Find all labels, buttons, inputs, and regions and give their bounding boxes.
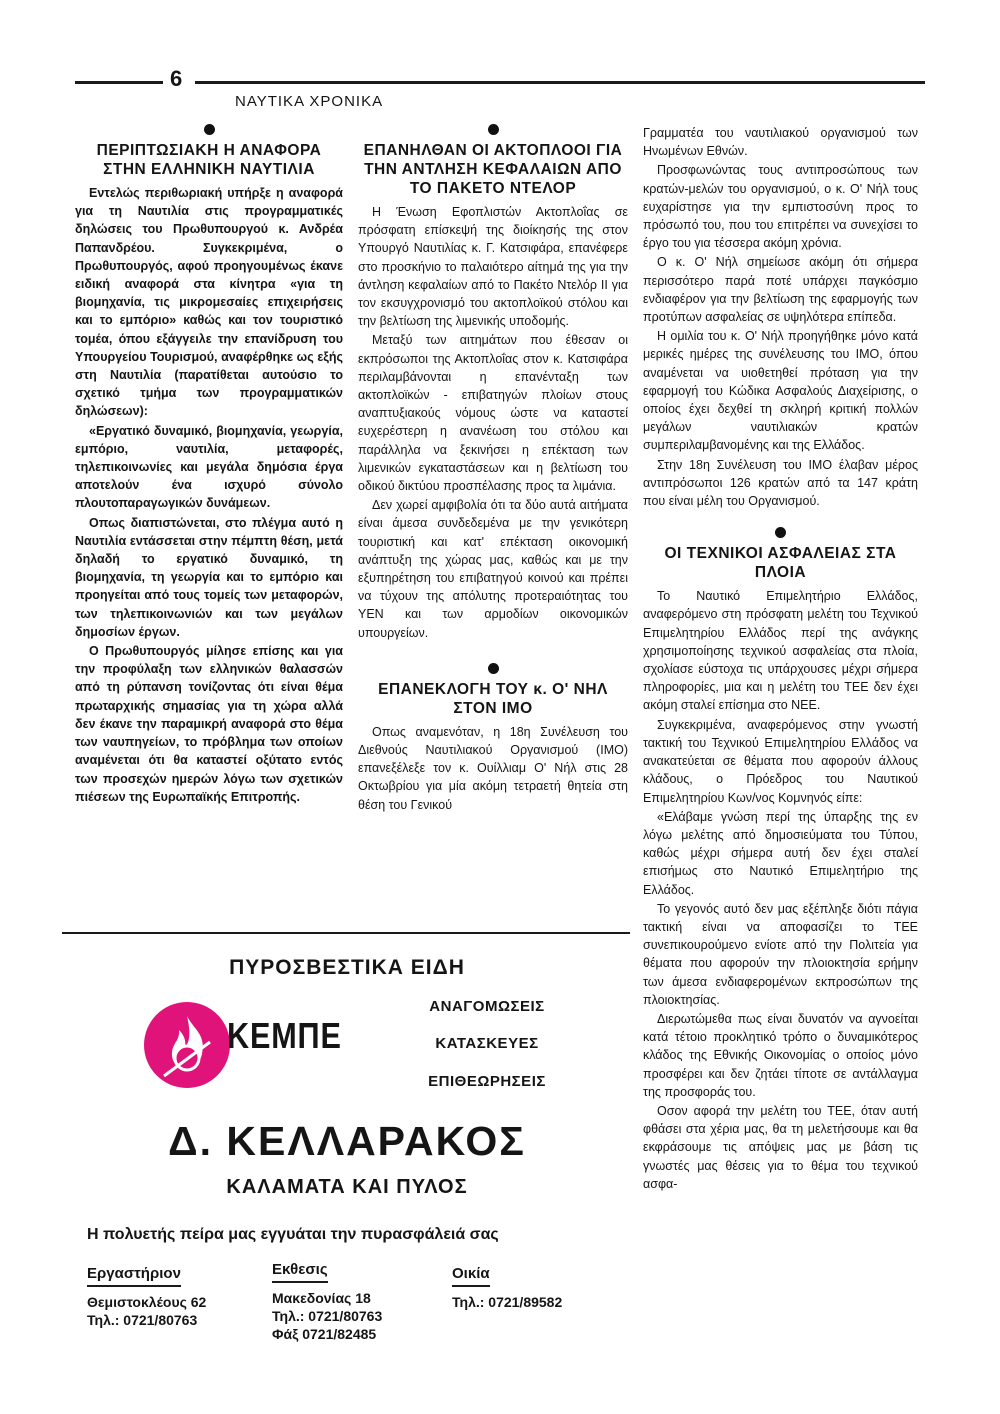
paragraph: Διερωτώμεθα πως είναι δυνατόν να αγνοείται κατά τέτοιο προκλητικό τρόπο ο δυναμικότερος κλάδος της Εθνικής Οικονομίας ο οποίος μόνο προσφέρει και δεν ζητάει τίποτε σε αντάλλαγμα της προσφοράς του. (643, 1011, 918, 1099)
service-inspection: ΕΠΙΘΕΩΡΗΣΕΙΣ (428, 1073, 546, 1090)
advertisement (62, 932, 632, 1356)
address-home (452, 1264, 562, 1311)
paragraph: Το γεγονός αυτό δεν μας εξέπληξε διότι πάγια τακτική είναι να αποφασίζει το ΤΕΕ συνεπικουρούμενο ενίοτε από την Πολιτεία για θέματα που αφορούν την πλοιοκτησία ερήμην των άμεσα ενδιαφερομένων εκπροσώπων της πλοιοκτησίας. (643, 901, 918, 1007)
bullet-dot (204, 124, 215, 135)
phone-line: Τηλ.: 0721/89582 (452, 1294, 563, 1310)
address-label: Οικία (452, 1265, 490, 1287)
paragraph: Ο Πρωθυπουργός μίλησε επίσης και για την προφύλαξη των ελληνικών θαλασσών από τη ρύπανση τονίζοντας ότι είναι θέμα πρωταρχικής σημασίας για τη χώρα αλλά δεν έκανε την παραμικρή αναφορά στο θέμα των ναυπηγείων, το πρόβλημα των οποίων αναμένεται ότι θα καταστεί οξύτατο εντός των προσεχών ημερών λόγω των σχετικών πιέσεων της Ευρωπαϊκής Επιτροπής. (75, 644, 343, 804)
address-showroom (272, 1260, 382, 1343)
paragraph: Δεν χωρεί αμφιβολία ότι τα δύο αυτά αιτήματα είναι άμεσα συνδεδεμένα με την γενικότερη τουριστική και κατ' επέκταση οικονομική ανάπτυξη της χώρας μας, καθώς και με την εξυπηρέτηση του επιβατηγού κοινού και πρέπει να τύχουν της απόλυτης προτεραιότητας του ΥΕΝ και των αρμοδίων οικονομικών υπουργείων. (358, 498, 628, 640)
article-1-body (75, 184, 343, 806)
service-construction: ΚΑΤΑΣΚΕΥΕΣ (435, 1035, 539, 1052)
paragraph: Ο κ. Ο' Νήλ σημείωσε ακόμη ότι σήμερα περισσότερο παρά ποτέ υπάρχει παγκόσμιο ενδιαφέρον για την βελτίωση της εφαρμογής των προτύπων ασφαλείας σε υψηλότερα επίπεδα. (643, 255, 918, 325)
address-line: Μακεδονίας 18 (272, 1290, 371, 1306)
column-2 (358, 124, 628, 815)
paragraph: Οπως διαπιστώνεται, στο πλέγμα αυτό η Ναυτιλία εντάσσεται στην πέμπτη θέση, μετά δηλαδή το εργατικό δυναμικό, τη βιομηχανία, τη γεωργία και το εμπόριο και προηγείται από τους τομείς των μεταφορών, των τηλεπικοινωνιών και των μεγάλων δημοσίων έργων. (75, 515, 343, 639)
address-label: Εργαστήριον (87, 1265, 181, 1287)
ad-top-rule (62, 932, 630, 934)
page-number: 6 (170, 66, 183, 91)
article-3-title: ΕΠΑΝΕΚΛΟΓΗ ΤΟΥ κ. Ο' ΝΗΛ ΣΤΟΝ ΙΜΟ (378, 680, 608, 717)
paragraph: Μεταξύ των αιτημάτων που έθεσαν οι εκπρόσωποι της Ακτοπλοΐας στον κ. Κατσιφάρα περιλαμβάνονται η επανένταξη των ακτοπλοϊκών - επιβατηγών πλοίων στους αναπτυξιακούς νόμους ώστε να καταστεί ευχερέστερη η ανανέωση του στόλου και παράλληλα να ξεκινήσει η επέκταση των λιμενικών εγκαταστάσεων και η βελτίωση του οδικού δικτύου προσπέλασης προς τα λιμάνια. (358, 333, 628, 494)
column-1 (75, 124, 343, 807)
address-line: Θεμιστοκλέους 62 (87, 1294, 207, 1310)
phone-line: Τηλ.: 0721/80763 (272, 1308, 383, 1324)
publication-title: ΝΑΥΤΙΚΑ ΧΡΟΝΙΚΑ (235, 93, 384, 110)
bullet-dot (775, 527, 786, 538)
bullet-dot (488, 663, 499, 674)
fire-logo-icon (144, 1002, 230, 1088)
service-refill: ΑΝΑΓΟΜΩΣΕΙΣ (429, 998, 545, 1015)
paragraph: «Εργατικό δυναμικό, βιομηχανία, γεωργία, εμπόριο, ναυτιλία, μεταφορές, τηλεπικοινωνίες και μεγάλα δημόσια έργα αποτελούν ένα ισχυρό σύνολο πλουτοπαραγωγικών δυνάμεων. (75, 423, 343, 511)
ad-business-name: Δ. ΚΕΛΛΑΡΑΚΟΣ (168, 1118, 526, 1164)
article-1-title: ΠΕΡΙΠΤΩΣΙΑΚΗ Η ΑΝΑΦΟΡΑ ΣΤΗΝ ΕΛΛΗΝΙΚΗ ΝΑΥΤΙΛΙΑ (96, 142, 322, 178)
paragraph: Προσφωνώντας τους αντιπροσώπους των κρατών-μελών του οργανισμού, ο κ. Ο' Νήλ τους ευχαρίστησε για την εμπιστοσύνη προς το πρόσωπό του, που του επιτρέπει να συνεχίσει το έργο του για τέσσερα ακόμη χρόνια. (643, 163, 918, 251)
ad-title: ΠΥΡΟΣΒΕΣΤΙΚΑ ΕΙΔΗ (229, 956, 465, 979)
article-2-title: ΕΠΑΝΗΛΘΑΝ ΟΙ ΑΚΤΟΠΛΟΟΙ ΓΙΑ ΤΗΝ ΑΝΤΛΗΣΗ ΚΕΦΑΛΑΙΩΝ ΑΠΟ ΤΟ ΠΑΚΕΤΟ ΝΤΕΛΟΡ (363, 142, 623, 197)
fax-line: Φάξ 0721/82485 (272, 1326, 377, 1342)
paragraph: Οσον αφορά την μελέτη του ΤΕΕ, όταν αυτή φθάσει στα χέρια μας, θα τη μελετήσουμε και θα εκφράσουμε τις απόψεις μας με βάση τις γνωστές μας θέσεις για το θέμα του τεχνικού ασφα- (643, 1103, 918, 1191)
address-label: Εκθεσις (272, 1261, 328, 1283)
column-3 (643, 124, 918, 1194)
paragraph: Η ομιλία του κ. Ο' Νήλ προηγήθηκε μόνο κατά μερικές ημέρες της συνέλευσης του ΙΜΟ, όπου αναμένεται να υιοθετηθεί πρόταση για την εφαρμογή του Κώδικα Ασφαλούς Διαχείρισης, ο οποίος έχει δεχθεί τη σκληρή κριτική πολλών μεγάλων ναυτιλιακών κρατών συμπεριλαμβανομένης και της Ελλάδος. (643, 329, 918, 453)
paragraph: Το Ναυτικό Επιμελητήριο Ελλάδος, αναφερόμενο στη πρόσφατη μελέτη του Τεχνικού Επιμελητηρίου Ελλάδος περί της ανάγκης χρησιμοποίησης τεχνικού ασφαλείας στα πλοία, σχολίασε εύστοχα τις υπάρχουσες μέχρι σήμερα πληροφορίες, μια και η μελέτη του ΤΕΕ δεν έχει ακόμη σταλεί επίσημα στο ΝΕΕ. (643, 589, 918, 713)
address-workshop (87, 1264, 206, 1329)
ad-cities: ΚΑΛΑΜΑΤΑ ΚΑΙ ΠΥΛΟΣ (226, 1176, 468, 1198)
logo-wordmark: ΚΕΜΠΕ (227, 1015, 342, 1056)
header-rule-right (195, 81, 925, 84)
paragraph: «Ελάβαμε γνώση περί της ύπαρξης της εν λόγω μελέτης από δημοσιεύματα του Τύπου, καθώς μέχρι σήμερα αυτή δεν έχει σταλεί επισήμως στο Ναυτικό Επιμελητήριο της Ελλάδος. (643, 809, 918, 897)
paragraph: Οπως αναμενόταν, η 18η Συνέλευση του Διεθνούς Ναυτιλιακού Οργανισμού (ΙΜΟ) επανεξέλεξε τον κ. Ουίλλιαμ Ο' Νήλ στις 28 Οκτωβρίου για μία ακόμη τετραετή θητεία στη θέση του Γενικού (358, 724, 628, 812)
ad-slogan: Η πολυετής πείρα μας εγγυάται την πυρασφάλειά σας (87, 1226, 499, 1243)
paragraph: Στην 18η Συνέλευση του ΙΜΟ έλαβαν μέρος αντιπρόσωποι 126 κρατών από τα 147 κράτη που είναι μέλη του Οργανισμού. (643, 457, 918, 509)
paragraph: Συγκεκριμένα, αναφερόμενος στην γνωστή τακτική του Τεχνικού Επιμελητηρίου Ελλάδος να ανακατεύεται σε θέματα που αφορούν άλλους κλάδους, ο Πρόεδρος του Ναυτικού Επιμελητηρίου Κων/νος Κομνηνός είπε: (643, 717, 918, 805)
article-4-title: ΟΙ ΤΕΧΝΙΚΟΙ ΑΣΦΑΛΕΙΑΣ ΣΤΑ ΠΛΟΙΑ (664, 545, 897, 582)
bullet-dot (488, 124, 499, 135)
paragraph: Η Ένωση Εφοπλιστών Ακτοπλοΐας σε πρόσφατη επίσκεψή της διοίκησής της στον Υπουργό Ναυτιλίας κ. Γ. Κατσιφάρα, επανέφερε στο προσκήνιο το παλαιότερο αίτημά της για την άντληση κεφαλαίων από το Πακέτο Ντελόρ ΙΙ για τον εκσυγχρονισμό του ακτοπλοϊκού στόλου και την βελτίωση της λιμενικής υποδομής. (358, 205, 628, 329)
paragraph: Γραμματέα του ναυτιλιακού οργανισμού των Ηνωμένων Εθνών. (643, 126, 918, 159)
phone-line: Τηλ.: 0721/80763 (87, 1312, 198, 1328)
paragraph: Εντελώς περιθωριακή υπήρξε η αναφορά για τη Ναυτιλία στις προγραμματικές δηλώσεις του Πρωθυπουργού κ. Ανδρέα Παπανδρέου. Συγκεκριμένα, ο Πρωθυπουργός, αφού προηγουμένως έκανε ειδική αναφορά στα κίνητρα «για τη βιομηχανία, τις μικρομεσαίες επιχειρήσεις και το εμπόριο» καθώς και τον τουριστικό τομέα, όπου εξάγγειλε την επανίδρυση του Υπουργείου Τουρισμού, αναφέρθηκε ως εξής στη Ναυτιλία (παρατίθεται αυτούσιο το σχετικό τμήμα των προγραμματικών δηλώσεων): (75, 186, 343, 419)
header-rule-left (75, 81, 163, 84)
